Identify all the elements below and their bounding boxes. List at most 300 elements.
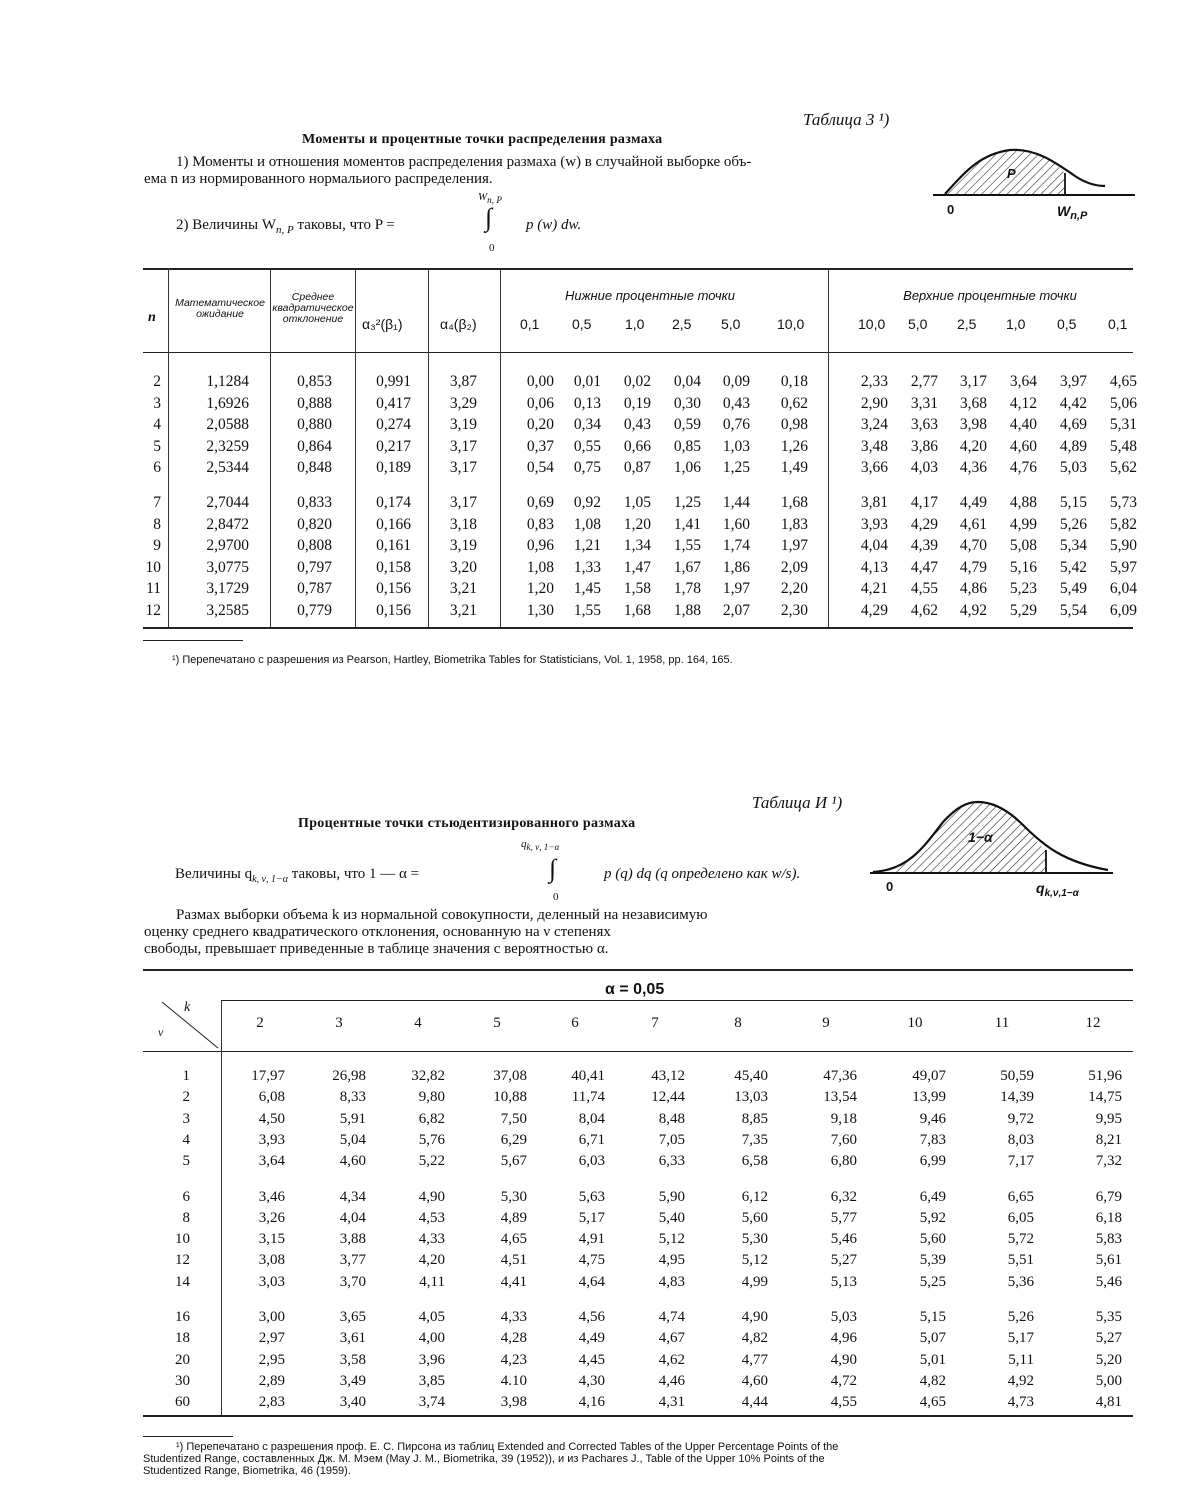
table3-cell: 1,25 [673, 494, 701, 511]
table3-cell: 4,88 [1009, 494, 1037, 511]
table3-cell: 0,09 [722, 373, 750, 390]
table3-cell: 0,30 [673, 394, 701, 412]
footnote-line3: Studentized Range, Biometrika, 46 (1959). [143, 1465, 351, 1477]
table4-cell: 4,56 [578, 1309, 605, 1325]
header-lower: Нижние процентные точки [564, 288, 736, 303]
table3-cell: 3,63 [910, 416, 938, 434]
table3-cell: 5,34 [1059, 537, 1087, 555]
table4-cell: 14,39 [1000, 1089, 1034, 1106]
table4-desc2-line3: свободы, превышает приведенные в таблице значения с вероятностью α. [144, 941, 609, 957]
row-nu: 18 [175, 1330, 190, 1347]
table3-cell: 5,15 [1059, 494, 1087, 511]
table4-cell: 8,85 [741, 1110, 768, 1127]
table4-cell: 5,27 [830, 1252, 857, 1269]
table4-cell: 5,04 [339, 1131, 366, 1148]
table3-cell: 1,1284 [206, 373, 249, 390]
table4-cell: 8,04 [578, 1110, 605, 1127]
table3-cell: 5,31 [1109, 416, 1137, 434]
table4-cell: 2,83 [258, 1394, 285, 1411]
table3-cell: 3,93 [860, 515, 888, 533]
table4-cell: 3,03 [258, 1273, 285, 1290]
table4-cell: 4,44 [741, 1394, 768, 1411]
row-nu: 16 [175, 1309, 190, 1325]
table4-cell: 4,31 [658, 1394, 685, 1411]
table4-cell: 3,46 [258, 1188, 285, 1205]
table4-cell: 5,27 [1095, 1330, 1122, 1347]
desc1-prefix: Величины q [175, 866, 253, 882]
table4-cell: 5,13 [830, 1273, 857, 1290]
upper-percent-header: 5,0 [908, 316, 928, 332]
table3-cell: 3,17 [959, 373, 987, 390]
table3-cell: 0,880 [297, 416, 332, 434]
table4-cell: 7,32 [1095, 1153, 1122, 1170]
table3-cell: 3,98 [959, 416, 987, 434]
table3-cell: 3,29 [449, 394, 477, 412]
row-nu: 1 [182, 1068, 190, 1084]
table3-cell: 5,73 [1109, 494, 1137, 511]
table3-cell: 0,06 [526, 394, 554, 412]
table4-cell: 4,77 [741, 1351, 768, 1368]
table4-diagonal [160, 1000, 222, 1052]
table4-cell: 4,28 [500, 1330, 527, 1347]
table4-cell: 4,89 [500, 1209, 527, 1226]
table4-cell: 45,40 [734, 1068, 768, 1084]
table3-top-rule [143, 268, 1133, 270]
row-n: 4 [153, 416, 161, 434]
table4-cell: 13,99 [912, 1089, 946, 1106]
table3-cell: 4,60 [1009, 437, 1037, 455]
table4-cell: 3,40 [339, 1394, 366, 1411]
table4-desc1 [175, 866, 419, 888]
table4-cell: 4,74 [658, 1309, 685, 1325]
table4-cell: 6,03 [578, 1153, 605, 1170]
table4-cell: 6,79 [1095, 1188, 1122, 1205]
k-header: 11 [994, 1015, 1010, 1031]
table3-cell: 0,13 [573, 394, 601, 412]
table3-cell: 2,9700 [206, 537, 249, 555]
table4-cell: 5,36 [1007, 1273, 1034, 1290]
table3-cell: 3,81 [860, 494, 888, 511]
k-header: 9 [822, 1015, 830, 1031]
table3-cell: 0,833 [297, 494, 332, 511]
table4-footnote [143, 1441, 1138, 1477]
table3-desc1-line2: ема n из нормированного нормальиого распределения. [144, 171, 493, 187]
table3-cell: 4,76 [1009, 459, 1037, 477]
table4-cell: 4,67 [658, 1330, 685, 1347]
table3-cell: 3,2585 [206, 602, 249, 619]
table4-cell: 51,96 [1088, 1068, 1122, 1084]
header-upper: Верхние процентные точки [903, 288, 1077, 303]
table4-header-rule [143, 1051, 1133, 1052]
studentized-range-figure [868, 790, 1118, 900]
table3-cell: 0,848 [297, 459, 332, 477]
table4-cell: 6,32 [830, 1188, 857, 1205]
table4-cell: 4,75 [578, 1252, 605, 1269]
lower-percent-header: 0,5 [572, 316, 592, 332]
table4-cell: 2,95 [258, 1351, 285, 1368]
table3-cell: 0,991 [376, 373, 411, 390]
table3-cell: 0,34 [573, 416, 601, 434]
table4-cell: 6,18 [1095, 1209, 1122, 1226]
table4-cell: 5,12 [741, 1252, 768, 1269]
table3-cell: 1,47 [623, 558, 651, 576]
row-n: 6 [153, 459, 161, 477]
table3-cell: 4,21 [860, 580, 888, 598]
table4-cell: 4,60 [741, 1372, 768, 1389]
table4-cell: 5,12 [658, 1231, 685, 1248]
table3-cell: 4,69 [1059, 416, 1087, 434]
table4-cell: 4,96 [830, 1330, 857, 1347]
table3-cell: 1,83 [780, 515, 808, 533]
table3-cell: 2,09 [780, 558, 808, 576]
table4-cell: 5,17 [578, 1209, 605, 1226]
table4-cell: 5,46 [1095, 1273, 1122, 1290]
table3-cell: 4,03 [910, 459, 938, 477]
lower-percent-header: 10,0 [777, 316, 805, 332]
table3-cell: 0,69 [526, 494, 554, 511]
table4-cell: 3,96 [418, 1351, 445, 1368]
table4-cell: 6,08 [258, 1089, 285, 1106]
table3-cell: 0,62 [780, 394, 808, 412]
table4-cell: 5,67 [500, 1153, 527, 1170]
table3-cell: 5,82 [1109, 515, 1137, 533]
table3-cell: 0,161 [376, 537, 411, 555]
table4-cell: 8,03 [1007, 1131, 1034, 1148]
table3-cell: 3,17 [449, 494, 477, 511]
table4-cell: 26,98 [332, 1068, 366, 1084]
figure2-label-0: 0 [886, 879, 894, 894]
upper-percent-header: 10,0 [858, 316, 886, 332]
table3-cell: 0,853 [297, 373, 332, 390]
table3-cell: 5,97 [1109, 558, 1137, 576]
table3-cell: 2,07 [722, 602, 750, 619]
table4-cell: 6,82 [418, 1110, 445, 1127]
table3-cell: 1,08 [573, 515, 601, 533]
table4-cell: 9,72 [1007, 1110, 1034, 1127]
table4-cell: 3,74 [418, 1394, 445, 1411]
table4-cell: 3,88 [339, 1231, 366, 1248]
table3-cell: 0,166 [376, 515, 411, 533]
table4-cell: 7,60 [830, 1131, 857, 1148]
table3-cell: 1,25 [722, 459, 750, 477]
table3-cell: 5,23 [1009, 580, 1037, 598]
table4-cell: 5,63 [578, 1188, 605, 1205]
table3-cell: 1,49 [780, 459, 808, 477]
table3-cell: 4,39 [910, 537, 938, 555]
table3-cell: 4,99 [1009, 515, 1037, 533]
row-n: 7 [153, 494, 161, 511]
table4-cell: 6,05 [1007, 1209, 1034, 1226]
table3-cell: 5,26 [1059, 515, 1087, 533]
table4-cell: 4,72 [830, 1372, 857, 1389]
header-a4: α₄(β₂) [440, 316, 477, 332]
footnote-line1: ¹) Перепечатано с разрешения проф. Е. С. Пирсона из таблиц Extended and Corrected Tables of the Upper Percentage Points of the [176, 1441, 839, 1453]
integral-upper-limit: $W_{n, P}$ [478, 191, 502, 206]
table4-cell: 3,64 [258, 1153, 285, 1170]
table4-cell: 9,46 [919, 1110, 946, 1127]
table4-cell: 5,11 [1008, 1351, 1034, 1368]
row-n: 10 [145, 558, 161, 576]
table3-cell: 3,48 [860, 437, 888, 455]
table4-cell: 3,58 [339, 1351, 366, 1368]
table4-cell: 4,53 [418, 1209, 445, 1226]
table4-cell: 3,70 [339, 1273, 366, 1290]
table3-cell: 3,20 [449, 558, 477, 576]
table3-bottom-rule [143, 627, 1133, 629]
table3-cell: 0,158 [376, 558, 411, 576]
table4-cell: 5,39 [919, 1252, 946, 1269]
table3-cell: 0,797 [297, 558, 332, 576]
table3-cell: 1,03 [722, 437, 750, 455]
table4-cell: 6,49 [919, 1188, 946, 1205]
figure-label-w: $W_{n,P}$ [1057, 203, 1088, 222]
table3-cell: 0,92 [573, 494, 601, 511]
table3-cell: 0,189 [376, 459, 411, 477]
integral-sign: ∫ [485, 203, 493, 232]
table3-cell: 0,864 [297, 437, 332, 455]
row-n: 9 [153, 537, 161, 555]
table4-cell: 4,60 [339, 1153, 366, 1170]
table4-title: Процентные точки стьюдентизированного размаха [298, 816, 636, 831]
table4-cell: 4,11 [419, 1273, 445, 1290]
table4-cell: 4.10 [500, 1372, 527, 1389]
table3-cell: 2,7044 [206, 494, 249, 511]
table4-desc2-line1: Размах выборки объема k из нормальной совокупности, деленный на независимую [176, 907, 708, 923]
table4-cell: 5,22 [418, 1153, 445, 1170]
table4-cell: 4,65 [500, 1231, 527, 1248]
table3-cell: 0,04 [673, 373, 701, 390]
table4-cell: 3,93 [258, 1131, 285, 1148]
table4-cell: 5,15 [919, 1309, 946, 1325]
lower-percent-header: 2,5 [672, 316, 692, 332]
row-nu: 5 [182, 1153, 190, 1170]
table3-cell: 1,6926 [206, 394, 249, 412]
desc2-sub: n, P [276, 224, 294, 236]
table4-cell: 4,81 [1095, 1394, 1122, 1411]
table4-cell: 5,91 [339, 1110, 366, 1127]
table4-cell: 9,95 [1095, 1110, 1122, 1127]
table4-cell: 4,90 [830, 1351, 857, 1368]
table4-cell: 5,03 [830, 1309, 857, 1325]
row-n: 5 [153, 437, 161, 455]
table3-cell: 0,85 [673, 437, 701, 455]
row-nu: 20 [175, 1351, 190, 1368]
table3-cell: 1,06 [673, 459, 701, 477]
table3-cell: 5,03 [1059, 459, 1087, 477]
table4-cell: 43,12 [651, 1068, 685, 1084]
table3-cell: 0,43 [623, 416, 651, 434]
row-nu: 14 [175, 1273, 190, 1290]
table4-cell: 5,76 [418, 1131, 445, 1148]
table4-cell: 14,75 [1088, 1089, 1122, 1106]
table4-cell: 5,72 [1007, 1231, 1034, 1248]
lower-percent-header: 5,0 [721, 316, 741, 332]
table4-cell: 6,71 [578, 1131, 605, 1148]
table3-cell: 3,97 [1059, 373, 1087, 390]
table3-cell: 4,86 [959, 580, 987, 598]
lower-percent-header: 1,0 [625, 316, 645, 332]
desc1-mid: таковы, что 1 — α = [287, 866, 420, 882]
table4-cell: 5,26 [1007, 1309, 1034, 1325]
k-header: 2 [256, 1015, 264, 1031]
header-mean: Математическое ожидание [175, 297, 265, 320]
table3-cell: 1,34 [623, 537, 651, 555]
table4-cell: 5,51 [1007, 1252, 1034, 1269]
table4-cell: 4,45 [578, 1351, 605, 1368]
table3-cell: 3,19 [449, 537, 477, 555]
table4-cell: 5,30 [500, 1188, 527, 1205]
table3-cell: 3,18 [449, 515, 477, 533]
table4-cell: 8,21 [1095, 1131, 1122, 1148]
table4-cell: 3,85 [418, 1372, 445, 1389]
table3-cell: 0,66 [623, 437, 651, 455]
table3-cell: 0,54 [526, 459, 554, 477]
table3-cell: 3,17 [449, 437, 477, 455]
table3-cell: 0,779 [297, 602, 332, 619]
table4-cell: 13,03 [734, 1089, 768, 1106]
table4-cell: 3,00 [258, 1309, 285, 1325]
table3-cell: 0,156 [376, 580, 411, 598]
table4-cell: 6,12 [741, 1188, 768, 1205]
table3-cell: 4,36 [959, 459, 987, 477]
table3-cell: 0,417 [376, 394, 411, 412]
table3-cell: 3,17 [449, 459, 477, 477]
table4-cell: 4,23 [500, 1351, 527, 1368]
table3-cell: 0,59 [673, 416, 701, 434]
table3-cell: 2,77 [910, 373, 938, 390]
table3-cell: 0,20 [526, 416, 554, 434]
table3-cell: 3,0775 [206, 558, 249, 576]
upper-percent-header: 0,1 [1108, 316, 1128, 332]
desc2-mid: таковы, что P = [293, 217, 395, 233]
k-header: 12 [1085, 1015, 1101, 1031]
table4-cell: 40,41 [571, 1068, 605, 1084]
table4-cell: 6,29 [500, 1131, 527, 1148]
integral2-upper-limit: $q_{k, \nu, 1-\alpha}$ [521, 838, 560, 853]
table3-cell: 3,21 [449, 602, 477, 619]
table3-cell: 4,47 [910, 558, 938, 576]
table3-cell: 0,96 [526, 537, 554, 555]
table4-cell: 4,82 [919, 1372, 946, 1389]
table3-cell: 1,97 [780, 537, 808, 555]
table4-cell: 4,90 [418, 1188, 445, 1205]
table4-desc2-line2: оценку среднего квадратического отклонения, основанную на ν степенях [144, 924, 611, 940]
table3-cell: 3,86 [910, 437, 938, 455]
table4-cell: 7,50 [500, 1110, 527, 1127]
table4-cell: 4,82 [741, 1330, 768, 1347]
table3-cell: 1,68 [780, 494, 808, 511]
table3-cell: 0,76 [722, 416, 750, 434]
table4-cell: 7,83 [919, 1131, 946, 1148]
table3-cell: 4,79 [959, 558, 987, 576]
table3-cell: 2,30 [780, 602, 808, 619]
table4-cell: 4,04 [339, 1209, 366, 1226]
table3-cell: 1,30 [526, 602, 554, 619]
table3-caption: Таблица 3 ¹) [803, 110, 890, 129]
table4-bottom-rule [143, 1415, 1133, 1417]
table4-cell: 4,95 [658, 1252, 685, 1269]
table4-cell: 4,62 [658, 1351, 685, 1368]
table4-cell: 4,41 [500, 1273, 527, 1290]
table4-cell: 4,30 [578, 1372, 605, 1389]
table3-cell: 3,68 [959, 394, 987, 412]
table4-cell: 4,00 [418, 1330, 445, 1347]
table3-cell: 4,65 [1109, 373, 1137, 390]
table4-cell: 4,92 [1007, 1372, 1034, 1389]
table4-cell: 50,59 [1000, 1068, 1034, 1084]
header-a3: α₃²(β₁) [362, 316, 403, 332]
table3-cell: 4,20 [959, 437, 987, 455]
table3-cell: 4,92 [959, 602, 987, 619]
table4-cell: 4,90 [741, 1309, 768, 1325]
table3-cell: 3,24 [860, 416, 888, 434]
table3-cell: 1,58 [623, 580, 651, 598]
table3-cell: 1,97 [722, 580, 750, 598]
table3-cell: 0,98 [780, 416, 808, 434]
row-n: 12 [145, 602, 161, 619]
table4-cell: 4,20 [418, 1252, 445, 1269]
table4-cell: 4,49 [578, 1330, 605, 1347]
figure-label-p: P [1007, 166, 1016, 181]
row-n: 2 [153, 373, 161, 390]
upper-percent-header: 1,0 [1006, 316, 1026, 332]
table3-cell: 1,20 [526, 580, 554, 598]
table4-cell: 5,60 [741, 1209, 768, 1226]
table3-cell: 1,20 [623, 515, 651, 533]
table4-cell: 3,65 [339, 1309, 366, 1325]
table4-cell: 5,20 [1095, 1351, 1122, 1368]
table4-cell: 3,15 [258, 1231, 285, 1248]
table3-cell: 3,66 [860, 459, 888, 477]
table3-cell: 0,820 [297, 515, 332, 533]
table3-cell: 4,70 [959, 537, 987, 555]
table3-cell: 1,08 [526, 558, 554, 576]
table3-cell: 5,06 [1109, 394, 1137, 412]
table4-cell: 4,16 [578, 1394, 605, 1411]
table3-cell: 0,808 [297, 537, 332, 555]
k-header: 3 [335, 1015, 343, 1031]
table3-cell: 4,29 [910, 515, 938, 533]
table3-cell: 2,5344 [206, 459, 249, 477]
table4-cell: 5,17 [1007, 1330, 1034, 1347]
table3-cell: 3,21 [449, 580, 477, 598]
table4-cell: 4,46 [658, 1372, 685, 1389]
table4-cell: 9,80 [418, 1089, 445, 1106]
row-n: 3 [153, 394, 161, 412]
integral2-sign: ∫ [549, 854, 557, 883]
table3-cell: 1,78 [673, 580, 701, 598]
table3-cell: 1,26 [780, 437, 808, 455]
table3-cell: 1,88 [673, 602, 701, 619]
table4-cell: 4,91 [578, 1231, 605, 1248]
figure-label-0: 0 [947, 202, 955, 217]
row-nu: 2 [182, 1089, 190, 1106]
table4-cell: 5,46 [830, 1231, 857, 1248]
table4-cell: 4,33 [500, 1309, 527, 1325]
table3-cell: 0,274 [376, 416, 411, 434]
table4-cell: 2,97 [258, 1330, 285, 1347]
table4-cell: 3,49 [339, 1372, 366, 1389]
k-header: 5 [493, 1015, 501, 1031]
table3-cell: 5,48 [1109, 437, 1137, 455]
table4-cell: 11,74 [571, 1089, 605, 1106]
range-distribution-figure [925, 140, 1140, 225]
table4-cell: 5,40 [658, 1209, 685, 1226]
table4-cell: 10,88 [493, 1089, 527, 1106]
table3-footnote: ¹) Перепечатано с разрешения из Pearson, Hartley, Biometrika Tables for Statisticians, Vol. 1, 1958, pp. 164, 165. [172, 654, 733, 666]
table4-cell: 5,90 [658, 1188, 685, 1205]
table4-cell: 3,26 [258, 1209, 285, 1226]
